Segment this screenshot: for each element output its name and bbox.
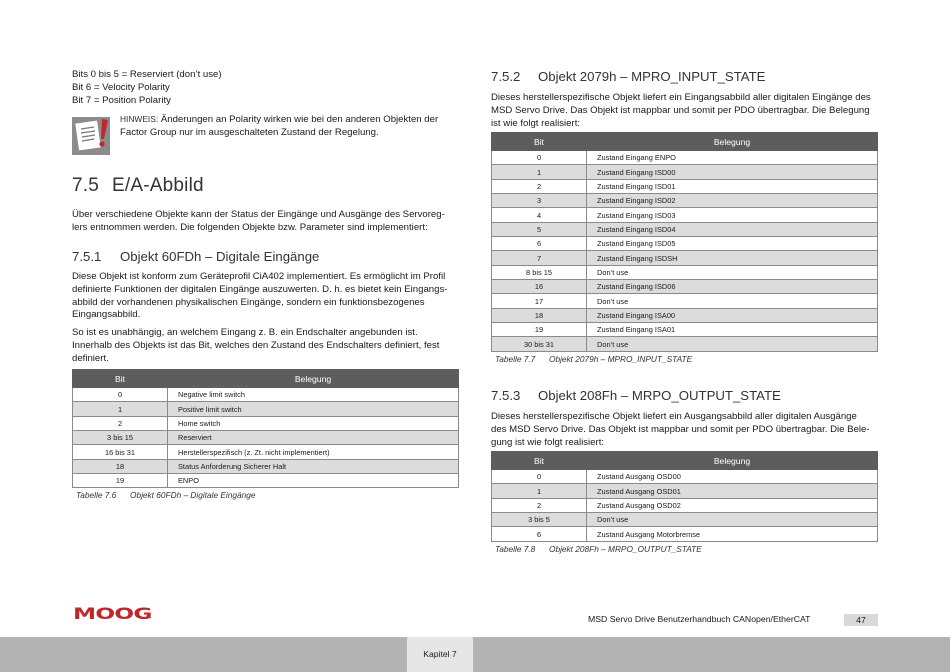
bit-line: Bit 6 = Velocity Polarity	[72, 82, 170, 93]
bit-cell: 2	[492, 498, 587, 512]
subsection-heading-751: 7.5.1 Objekt 60FDh – Digitale Eingänge	[72, 249, 320, 264]
subsection-heading-752: 7.5.2 Objekt 2079h – MPRO_INPUT_STATE	[491, 69, 766, 84]
table-row	[492, 280, 878, 294]
belegung-cell: Zustand Eingang ISD06	[587, 280, 878, 294]
belegung-cell: Zustand Eingang ISD00	[587, 165, 878, 179]
table-row	[492, 222, 878, 236]
table-row	[492, 308, 878, 322]
subsection-text-753: Dieses herstellerspezifische Objekt liefert ein Ausgangsabbild aller digitalen Ausgänge des MSD Servo Drive. Das Objekt ist mappbar und somit per PDO übertragbar. Die Bele- gung ist wie folgt realisiert:	[491, 411, 870, 448]
bit-cell: 2	[492, 179, 587, 193]
belegung-cell: Zustand Eingang ISD03	[587, 208, 878, 222]
table-caption: Tabelle 7.6 Objekt 60FDh – Digitale Eingänge	[76, 490, 256, 500]
footer-title: MSD Servo Drive Benutzerhandbuch CANopen/EtherCAT	[588, 614, 811, 624]
bit-line: Bits 0 bis 5 = Reserviert (don’t use)	[72, 69, 222, 80]
table-row	[492, 470, 878, 484]
table-row	[492, 237, 878, 251]
subsection-text-752: Dieses herstellerspezifische Objekt liefert ein Eingangsabbild aller digitalen Eingänge des MSD Servo Drive. Das Objekt ist mappbar und somit per PDO übertragbar. Die Belegung ist wie folgt realisiert:	[491, 92, 871, 129]
note-label: HINWEIS:	[120, 114, 159, 124]
chapter-tab[interactable]: Kapitel 7	[407, 637, 473, 672]
bit-cell: 2	[73, 416, 168, 430]
table-row	[492, 151, 878, 165]
belegung-cell: Zustand Eingang ISD05	[587, 237, 878, 251]
note-text	[120, 113, 465, 140]
bit-cell: 8 bis 15	[492, 265, 587, 279]
belegung-cell: ENPO	[168, 474, 459, 488]
belegung-cell: Herstellerspezifisch (z. Zt. nicht implementiert)	[168, 445, 459, 459]
belegung-cell: Don’t use	[587, 337, 878, 351]
subsection-heading-753: 7.5.3 Objekt 208Fh – MRPO_OUTPUT_STATE	[491, 388, 781, 403]
belegung-cell: Zustand Eingang ENPO	[587, 151, 878, 165]
table-row	[492, 179, 878, 193]
belegung-cell: Home switch	[168, 416, 459, 430]
bit-cell: 1	[73, 402, 168, 416]
table-row	[73, 431, 459, 445]
bit-cell: 5	[492, 222, 587, 236]
table-row	[492, 294, 878, 308]
table-208fh: Bit Belegung 0 Zustand Ausgang OSD00 1 Zustand Ausgang OSD01 2 Zustand Ausgang OSD02 3 bis 5 Don’t use 6 Zustand Ausgang Motorbremse	[491, 451, 878, 542]
table-row	[492, 251, 878, 265]
bit-cell: 4	[492, 208, 587, 222]
bit-cell: 16	[492, 280, 587, 294]
bit-cell: 19	[73, 474, 168, 488]
bit-cell: 3 bis 15	[73, 431, 168, 445]
section-text: Über verschiedene Objekte kann der Status der Eingänge und Ausgänge des Servoreg- lers entnommen werden. Die folgenden Objekte bzw. Parameter sind implementiert:	[72, 209, 445, 233]
belegung-cell: Don’t use	[587, 294, 878, 308]
footer-band	[0, 637, 950, 672]
bit-cell: 16 bis 31	[73, 445, 168, 459]
belegung-cell: Reserviert	[168, 431, 459, 445]
bit-cell: 17	[492, 294, 587, 308]
bit-cell: 3	[492, 194, 587, 208]
table-2079h: Bit Belegung 0 Zustand Eingang ENPO 1 Zustand Eingang ISD00 2 Zustand Eingang ISD01 3 Zustand Eingang ISD02 4 Zustand Eingang ISD03 5 Zustand Eingang ISD04 6 Zustand Eingang ISD05 7 Zustand Eingang ISDSH 8 bis 15 Don’t use 16 Zustand Eingang ISD06 17 Don’t use 18 Zustand Eingang ISA00 19 Zustand Eingang ISA01 30 bis 31 Don’t use	[491, 132, 878, 352]
subsection-text-1: Diese Objekt ist konform zum Geräteprofil CiA402 implementiert. Es ermöglicht im Profil definierte Funktionen der digitalen Eingänge auszuwerten. D. h. es bietet kein Eingangs- abbild der vorhandenen physikalischen Eingänge, sondern ein funktionsbezogenes Eingangsabbild.	[72, 271, 448, 321]
bit-cell: 30 bis 31	[492, 337, 587, 351]
belegung-cell: Zustand Ausgang OSD02	[587, 498, 878, 512]
table-60fdh: Bit Belegung 0 Negative limit switch 1 Positive limit switch 2 Home switch 3 bis 15 Reserviert 16 bis 31 Herstellerspezifisch (z. Zt. nicht implementiert) 18 Status Anforderung Sicherer Halt 19 ENPO	[72, 369, 459, 488]
table-caption: Tabelle 7.8 Objekt 208Fh – MRPO_OUTPUT_STATE	[495, 544, 702, 554]
table-row	[492, 484, 878, 498]
belegung-cell: Negative limit switch	[168, 388, 459, 402]
table-row	[492, 323, 878, 337]
bit-cell: 0	[73, 388, 168, 402]
table-row	[492, 527, 878, 541]
bit-cell: 18	[73, 459, 168, 473]
table-row	[73, 474, 459, 488]
table-row	[492, 165, 878, 179]
table-row	[492, 337, 878, 351]
table-row	[73, 459, 459, 473]
belegung-cell: Zustand Eingang ISD02	[587, 194, 878, 208]
bit-cell: 0	[492, 151, 587, 165]
belegung-cell: Zustand Eingang ISD04	[587, 222, 878, 236]
bit-cell: 18	[492, 308, 587, 322]
section-heading: 7.5 E/A-Abbild	[72, 175, 204, 196]
note-icon	[72, 117, 110, 155]
note-line: Factor Group nur im ausgeschalteten Zustand der Regelung.	[120, 126, 379, 138]
bit-line: Bit 7 = Position Polarity	[72, 95, 171, 106]
belegung-cell: Don’t use	[587, 513, 878, 527]
bit-cell: 3 bis 5	[492, 513, 587, 527]
table-row	[73, 416, 459, 430]
table-row	[73, 445, 459, 459]
belegung-cell: Zustand Eingang ISD01	[587, 179, 878, 193]
belegung-cell: Zustand Ausgang Motorbremse	[587, 527, 878, 541]
belegung-cell: Positive limit switch	[168, 402, 459, 416]
belegung-cell: Zustand Eingang ISA00	[587, 308, 878, 322]
table-row	[492, 265, 878, 279]
belegung-cell: Zustand Eingang ISDSH	[587, 251, 878, 265]
note-line: Änderungen an Polarity wirken wie bei den anderen Objekten der	[160, 114, 439, 125]
moog-logo: MOOG	[73, 604, 152, 623]
bit-cell: 19	[492, 323, 587, 337]
belegung-cell: Don’t use	[587, 265, 878, 279]
table-row	[73, 402, 459, 416]
bit-cell: 6	[492, 527, 587, 541]
table-row	[492, 208, 878, 222]
table-row	[492, 498, 878, 512]
belegung-cell: Zustand Eingang ISA01	[587, 323, 878, 337]
bit-cell: 1	[492, 484, 587, 498]
table-row	[73, 388, 459, 402]
subsection-text-2: So ist es unabhängig, an welchem Eingang z. B. ein Endschalter angebunden ist. Innerhalb des Objekts ist das Bit, welches den Zustand des Endschalters definiert, fest definiert.	[72, 327, 440, 364]
bit-cell: 0	[492, 470, 587, 484]
bit-cell: 7	[492, 251, 587, 265]
belegung-cell: Zustand Ausgang OSD00	[587, 470, 878, 484]
page-number: 47	[844, 614, 878, 626]
bit-cell: 6	[492, 237, 587, 251]
belegung-cell: Zustand Ausgang OSD01	[587, 484, 878, 498]
table-row	[492, 194, 878, 208]
table-caption: Tabelle 7.7 Objekt 2079h – MPRO_INPUT_STATE	[495, 354, 693, 364]
belegung-cell: Status Anforderung Sicherer Halt	[168, 459, 459, 473]
bit-cell: 1	[492, 165, 587, 179]
table-row	[492, 513, 878, 527]
